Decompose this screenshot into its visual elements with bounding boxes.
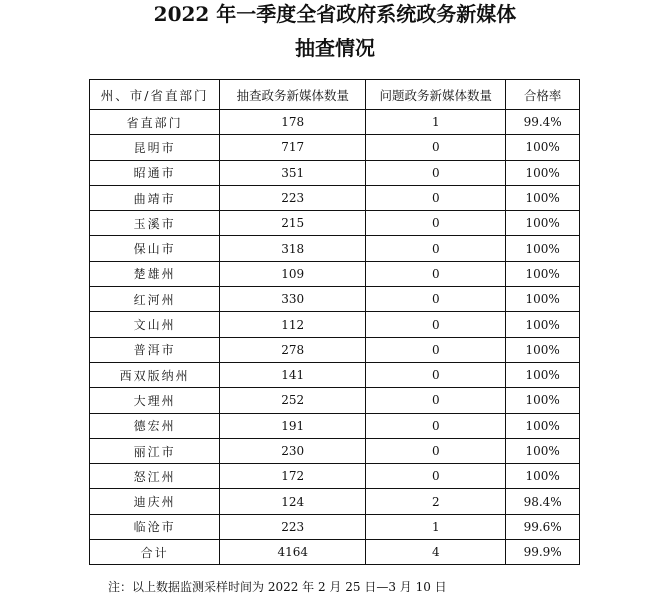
problem-count-cell: 0 [366,413,506,438]
problem-count-cell: 0 [366,287,506,312]
table-row [90,110,580,135]
problem-count-cell: 0 [366,464,506,489]
problem-count-cell: 0 [366,261,506,286]
problem-count-cell: 0 [366,211,506,236]
region-cell: 昭通市 [90,160,220,185]
pass-rate-cell: 100% [506,413,580,438]
pass-rate-cell: 99.6% [506,514,580,539]
problem-count-cell: 0 [366,236,506,261]
column-header: 州、市/省直部门 [90,80,220,110]
table-row [90,160,580,185]
region-cell: 普洱市 [90,337,220,362]
sampled-count-cell: 172 [220,464,366,489]
table-row [90,312,580,337]
pass-rate-cell: 99.9% [506,540,580,565]
sampled-count-cell: 141 [220,362,366,387]
sampled-count-cell: 178 [220,110,366,135]
table-row [90,287,580,312]
sampled-count-cell: 278 [220,337,366,362]
problem-count-cell: 0 [366,185,506,210]
region-cell: 怒江州 [90,464,220,489]
sampled-count-cell: 112 [220,312,366,337]
problem-count-cell: 0 [366,362,506,387]
sampled-count-cell: 351 [220,160,366,185]
table-row [90,337,580,362]
region-cell: 红河州 [90,287,220,312]
region-cell: 迪庆州 [90,489,220,514]
column-header: 问题政务新媒体数量 [366,80,506,110]
sampled-count-cell: 4164 [220,540,366,565]
region-cell: 省直部门 [90,110,220,135]
pass-rate-cell: 100% [506,388,580,413]
sampled-count-cell: 223 [220,514,366,539]
problem-count-cell: 0 [366,388,506,413]
pass-rate-cell: 100% [506,185,580,210]
sampled-count-cell: 318 [220,236,366,261]
sampled-count-cell: 330 [220,287,366,312]
pass-rate-cell: 100% [506,438,580,463]
sampled-count-cell: 230 [220,438,366,463]
region-cell: 昆明市 [90,135,220,160]
problem-count-cell: 0 [366,312,506,337]
table-row [90,514,580,539]
table-header-row [90,80,580,110]
pass-rate-cell: 100% [506,211,580,236]
problem-count-cell: 1 [366,514,506,539]
sampled-count-cell: 124 [220,489,366,514]
table-row [90,211,580,236]
table-row [90,261,580,286]
problem-count-cell: 0 [366,135,506,160]
pass-rate-cell: 100% [506,261,580,286]
table-row [90,464,580,489]
pass-rate-cell: 100% [506,362,580,387]
pass-rate-cell: 98.4% [506,489,580,514]
table-row [90,438,580,463]
problem-count-cell: 0 [366,337,506,362]
problem-count-cell: 0 [366,160,506,185]
region-cell: 保山市 [90,236,220,261]
region-cell: 楚雄州 [90,261,220,286]
inspection-table [89,79,580,565]
table-row [90,236,580,261]
region-cell: 丽江市 [90,438,220,463]
table-row [90,362,580,387]
region-cell: 合计 [90,540,220,565]
column-header: 抽查政务新媒体数量 [220,80,366,110]
problem-count-cell: 4 [366,540,506,565]
sampled-count-cell: 717 [220,135,366,160]
pass-rate-cell: 99.4% [506,110,580,135]
column-header: 合格率 [506,80,580,110]
problem-count-cell: 2 [366,489,506,514]
table-row [90,185,580,210]
region-cell: 临沧市 [90,514,220,539]
sampled-count-cell: 191 [220,413,366,438]
document-subtitle: 抽查情况 [295,36,375,60]
table-row [90,413,580,438]
table-row [90,388,580,413]
footnote: 注：以上数据监测采样时间为 2022 年 2 月 25 日—3 月 10 日 [108,580,447,594]
region-cell: 曲靖市 [90,185,220,210]
pass-rate-cell: 100% [506,160,580,185]
pass-rate-cell: 100% [506,135,580,160]
region-cell: 德宏州 [90,413,220,438]
sampled-count-cell: 252 [220,388,366,413]
table-row [90,540,580,565]
problem-count-cell: 0 [366,438,506,463]
document-title: 2022 年一季度全省政府系统政务新媒体 [153,2,517,26]
sampled-count-cell: 215 [220,211,366,236]
region-cell: 文山州 [90,312,220,337]
sampled-count-cell: 223 [220,185,366,210]
sampled-count-cell: 109 [220,261,366,286]
pass-rate-cell: 100% [506,287,580,312]
pass-rate-cell: 100% [506,236,580,261]
pass-rate-cell: 100% [506,312,580,337]
region-cell: 玉溪市 [90,211,220,236]
region-cell: 西双版纳州 [90,362,220,387]
pass-rate-cell: 100% [506,337,580,362]
pass-rate-cell: 100% [506,464,580,489]
table-row [90,135,580,160]
table-row [90,489,580,514]
problem-count-cell: 1 [366,110,506,135]
region-cell: 大理州 [90,388,220,413]
